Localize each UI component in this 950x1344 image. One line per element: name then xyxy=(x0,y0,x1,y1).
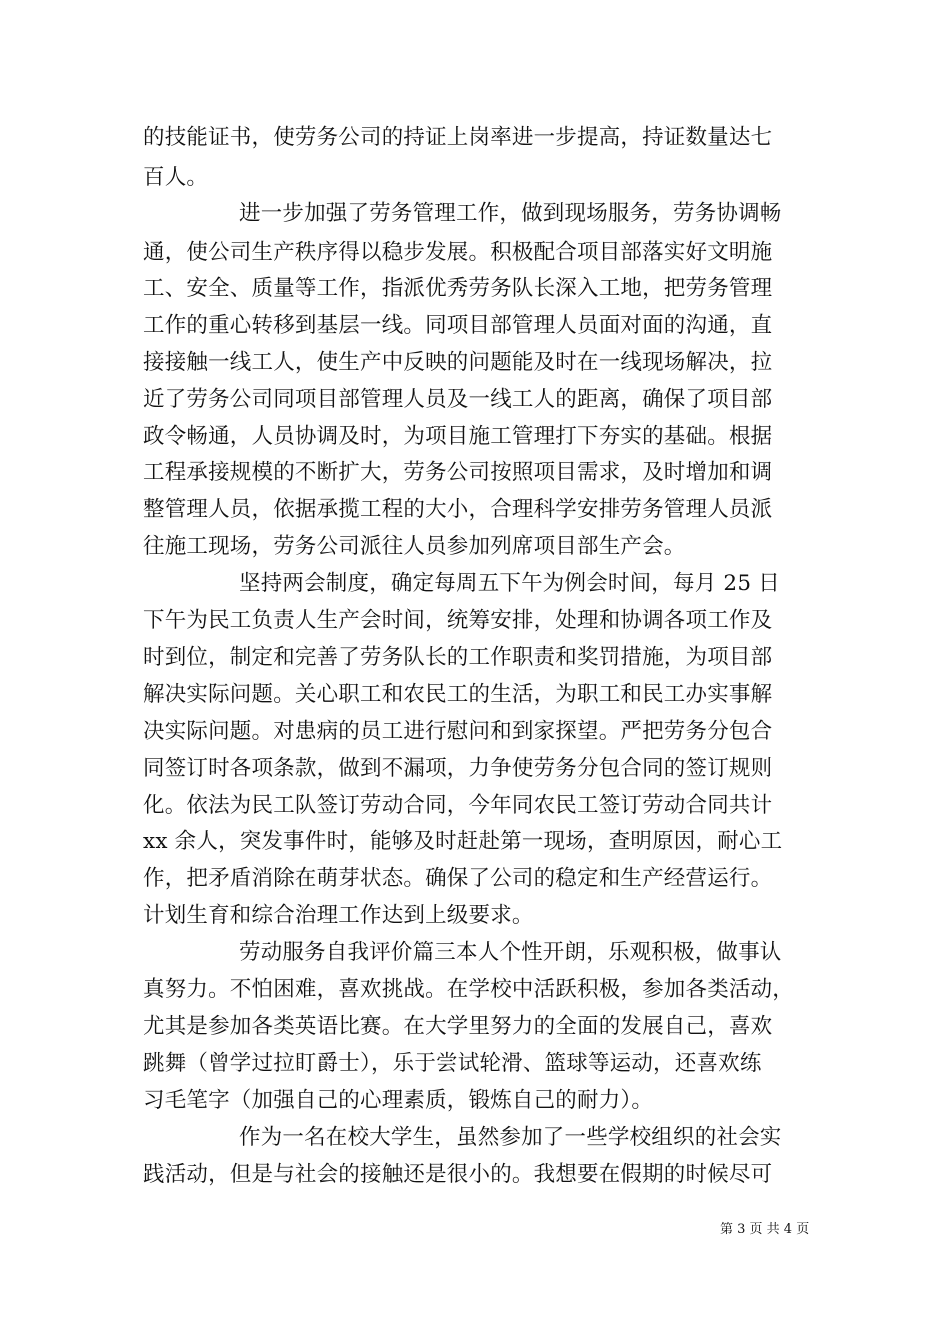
text-line: 同签订时各项条款，做到不漏项，力争使劳务分包合同的签订规则 xyxy=(143,756,773,781)
text-line: 工程承接规模的不断扩大，劳务公司按照项目需求，及时增加和调 xyxy=(143,460,773,485)
text-line: 决实际问题。对患病的员工进行慰问和到家探望。严把劳务分包合 xyxy=(143,719,773,744)
text-line: 通，使公司生产秩序得以稳步发展。积极配合项目部落实好文明施 xyxy=(143,240,773,265)
text-line: 真努力。不怕困难，喜欢挑战。在学校中活跃积极，参加各类活动， xyxy=(143,977,795,1002)
text-line: 工作的重心转移到基层一线。同项目部管理人员面对面的沟通，直 xyxy=(143,313,773,338)
text-line: 接接触一线工人，使生产中反映的问题能及时在一线现场解决，拉 xyxy=(143,350,773,375)
text-line: 工、安全、质量等工作，指派优秀劳务队长深入工地，把劳务管理 xyxy=(143,276,773,301)
text-line: 往施工现场，劳务公司派往人员参加列席项目部生产会。 xyxy=(143,534,686,559)
text-line: 习毛笔字（加强自己的心理素质，锻炼自己的耐力）。 xyxy=(143,1088,654,1113)
text-line: 解决实际问题。关心职工和农民工的生活，为职工和民工办实事解 xyxy=(143,682,773,707)
text-line: 近了劳务公司同项目部管理人员及一线工人的距离，确保了项目部 xyxy=(143,387,773,412)
paragraph-start-line: 进一步加强了劳务管理工作，做到现场服务，劳务协调畅 xyxy=(239,201,782,226)
text-line: xx 余人，突发事件时，能够及时赶赴第一现场，查明原因，耐心工 xyxy=(143,829,783,854)
text-line: 整管理人员，依据承揽工程的大小，合理科学安排劳务管理人员派 xyxy=(143,497,773,522)
text-line: 计划生育和综合治理工作达到上级要求。 xyxy=(143,903,534,928)
paragraph-start-line: 作为一名在校大学生，虽然参加了一些学校组织的社会实 xyxy=(239,1125,782,1150)
text-line: 作，把矛盾消除在萌芽状态。确保了公司的稳定和生产经营运行。 xyxy=(143,866,773,891)
text-line: 时到位，制定和完善了劳务队长的工作职责和奖罚措施，为项目部 xyxy=(143,645,773,670)
paragraph-start-line: 坚持两会制度，确定每周五下午为例会时间，每月 25 日 xyxy=(239,571,780,596)
text-line: 化。依法为民工队签订劳动合同，今年同农民工签订劳动合同共计 xyxy=(143,793,773,818)
text-line: 尤其是参加各类英语比赛。在大学里努力的全面的发展自己，喜欢 xyxy=(143,1014,773,1039)
text-line: 政令畅通，人员协调及时，为项目施工管理打下夯实的基础。根据 xyxy=(143,424,773,449)
text-line: 下午为民工负责人生产会时间，统筹安排，处理和协调各项工作及 xyxy=(143,608,773,633)
text-line: 践活动，但是与社会的接触还是很小的。我想要在假期的时候尽可 xyxy=(143,1162,773,1187)
text-line: 的技能证书，使劳务公司的持证上岗率进一步提高，持证数量达七 xyxy=(143,125,773,150)
text-line: 跳舞（曾学过拉盯爵士），乐于尝试轮滑、篮球等运动，还喜欢练 xyxy=(143,1051,762,1076)
paragraph-start-line: 劳动服务自我评价篇三本人个性开朗，乐观积极，做事认 xyxy=(239,940,782,965)
text-line: 百人。 xyxy=(143,165,209,190)
page-number-footer: 第 3 页 共 4 页 xyxy=(720,1222,810,1237)
